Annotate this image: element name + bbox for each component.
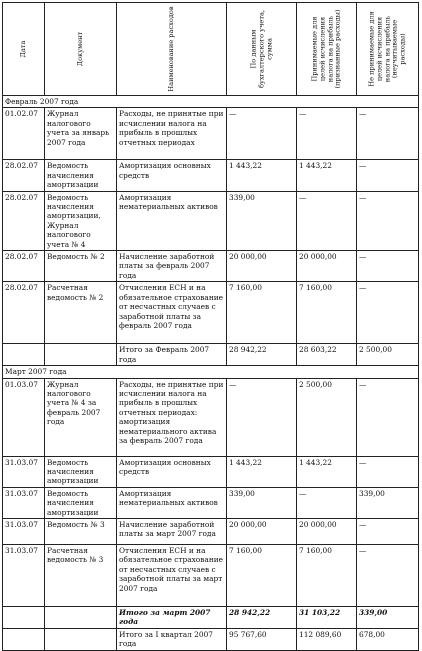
recognized-amount-cell: 2 500,00 bbox=[297, 378, 357, 456]
description-cell: Амортизация основных средств bbox=[117, 456, 227, 487]
document-cell: Журнал налогового учета за январь 2007 года bbox=[45, 108, 117, 160]
document-cell: Ведомость начисления амортизации bbox=[45, 160, 117, 191]
table-row bbox=[3, 456, 419, 487]
unrecognized-amount-cell: 339,00 bbox=[357, 606, 419, 628]
document-cell: Ведомость начисления амортизации bbox=[45, 487, 117, 518]
table-row bbox=[3, 251, 419, 282]
unrecognized-amount-cell: — bbox=[357, 251, 419, 282]
document-cell: Ведомость № 2 bbox=[45, 251, 117, 282]
recognized-amount-cell: 31 103,22 bbox=[297, 606, 357, 628]
document-cell: Ведомость начисления амортизации bbox=[45, 456, 117, 487]
date-cell bbox=[3, 606, 45, 628]
accounting-amount-cell: 7 160,00 bbox=[227, 282, 297, 344]
document-cell bbox=[45, 628, 117, 650]
column-header-document: Документ bbox=[45, 3, 117, 96]
accounting-amount-cell: 20 000,00 bbox=[227, 251, 297, 282]
accounting-amount-cell: 1 443,22 bbox=[227, 456, 297, 487]
description-cell: Амортизация основных средств bbox=[117, 160, 227, 191]
unrecognized-amount-cell: — bbox=[357, 378, 419, 456]
document-cell: Журнал налогового учета № 4 за февраль 2007 года bbox=[45, 378, 117, 456]
date-cell bbox=[3, 344, 45, 366]
section-title: Март 2007 года bbox=[3, 366, 419, 378]
accounting-amount-cell: — bbox=[227, 378, 297, 456]
recognized-amount-cell: — bbox=[297, 191, 357, 250]
table-row bbox=[3, 518, 419, 544]
accounting-amount-cell: 339,00 bbox=[227, 191, 297, 250]
recognized-amount-cell: — bbox=[297, 487, 357, 518]
table-row bbox=[3, 108, 419, 160]
section-header bbox=[3, 96, 419, 108]
table-row bbox=[3, 160, 419, 191]
document-cell: Ведомость № 3 bbox=[45, 518, 117, 544]
recognized-amount-cell: 20 000,00 bbox=[297, 518, 357, 544]
recognized-amount-cell: 1 443,22 bbox=[297, 160, 357, 191]
description-cell: Расходы, не принятые при исчислении налога на прибыль в прошлых отчетных периодах: амортизация нематериального актива за февраль 2007 года bbox=[117, 378, 227, 456]
accounting-amount-cell: 95 767,60 bbox=[227, 628, 297, 650]
description-cell: Начисление заработной платы за февраль 2007 года bbox=[117, 251, 227, 282]
date-cell: 28.02.07 bbox=[3, 251, 45, 282]
accounting-amount-cell: 28 942,22 bbox=[227, 344, 297, 366]
description-cell: Расходы, не принятые при исчислении налога на прибыль в прошлых отчетных периодах bbox=[117, 108, 227, 160]
date-cell: 28.02.07 bbox=[3, 160, 45, 191]
accounting-amount-cell: 1 443,22 bbox=[227, 160, 297, 191]
recognized-amount-cell: 7 160,00 bbox=[297, 544, 357, 606]
section-header bbox=[3, 366, 419, 378]
accounting-amount-cell: 20 000,00 bbox=[227, 518, 297, 544]
unrecognized-amount-cell: 2 500,00 bbox=[357, 344, 419, 366]
recognized-amount-cell: 1 443,22 bbox=[297, 456, 357, 487]
document-cell: Расчетная ведомость № 2 bbox=[45, 282, 117, 344]
column-header-date: Дата bbox=[3, 3, 45, 96]
recognized-amount-cell: 112 089,60 bbox=[297, 628, 357, 650]
table-row bbox=[3, 487, 419, 518]
date-cell: 28.02.07 bbox=[3, 191, 45, 250]
column-header-unrecognized-expenses: Не принимаемые для целей исчисления налога на прибыль (неучитываемые расходы) bbox=[357, 3, 419, 96]
unrecognized-amount-cell: — bbox=[357, 518, 419, 544]
description-cell: Итого за Февраль 2007 года bbox=[117, 344, 227, 366]
column-header-recognized-expenses: Принимаемые для целей исчисления налога на прибыль (признанные расходы) bbox=[297, 3, 357, 96]
total-row bbox=[3, 344, 419, 366]
table-row bbox=[3, 191, 419, 250]
date-cell: 28.02.07 bbox=[3, 282, 45, 344]
document-cell: Ведомость начисления амортизации, Журнал налогового учета № 4 bbox=[45, 191, 117, 250]
date-cell: 31.03.07 bbox=[3, 487, 45, 518]
unrecognized-amount-cell: 678,00 bbox=[357, 628, 419, 650]
section-title: Февраль 2007 года bbox=[3, 96, 419, 108]
table-row bbox=[3, 378, 419, 456]
date-cell bbox=[3, 628, 45, 650]
date-cell: 31.03.07 bbox=[3, 456, 45, 487]
description-cell: Итого за I квартал 2007 года bbox=[117, 628, 227, 650]
unrecognized-amount-cell: — bbox=[357, 282, 419, 344]
accounting-amount-cell: 7 160,00 bbox=[227, 544, 297, 606]
document-cell bbox=[45, 344, 117, 366]
unrecognized-amount-cell: — bbox=[357, 191, 419, 250]
date-cell: 31.03.07 bbox=[3, 518, 45, 544]
description-cell: Отчисления ЕСН и на обязательное страхование от несчастных случаев с заработной платы за февраль 2007 года bbox=[117, 282, 227, 344]
table-row bbox=[3, 282, 419, 344]
accounting-amount-cell: 28 942,22 bbox=[227, 606, 297, 628]
unrecognized-amount-cell: — bbox=[357, 160, 419, 191]
description-cell: Отчисления ЕСН и на обязательное страхование от несчастных случаев с заработной платы за март 2007 года bbox=[117, 544, 227, 606]
description-cell: Итого за март 2007 года bbox=[117, 606, 227, 628]
header-row bbox=[3, 3, 419, 96]
accounting-amount-cell: 339,00 bbox=[227, 487, 297, 518]
document-cell bbox=[45, 606, 117, 628]
ledger-body bbox=[3, 96, 419, 651]
expense-ledger-table bbox=[2, 2, 419, 651]
unrecognized-amount-cell: — bbox=[357, 544, 419, 606]
unrecognized-amount-cell: 339,00 bbox=[357, 487, 419, 518]
unrecognized-amount-cell: — bbox=[357, 456, 419, 487]
recognized-amount-cell: 28 603,22 bbox=[297, 344, 357, 366]
table-row bbox=[3, 544, 419, 606]
column-header-expense-name: Наименование расходов bbox=[117, 3, 227, 96]
date-cell: 31.03.07 bbox=[3, 544, 45, 606]
column-header-accounting-amount: По данным бухгалтерского учета, сумма bbox=[227, 3, 297, 96]
date-cell: 01.02.07 bbox=[3, 108, 45, 160]
unrecognized-amount-cell: — bbox=[357, 108, 419, 160]
total-row bbox=[3, 606, 419, 628]
description-cell: Начисление заработной платы за март 2007 года bbox=[117, 518, 227, 544]
description-cell: Амортизация нематериальных активов bbox=[117, 487, 227, 518]
total-row bbox=[3, 628, 419, 650]
recognized-amount-cell: — bbox=[297, 108, 357, 160]
recognized-amount-cell: 20 000,00 bbox=[297, 251, 357, 282]
description-cell: Амортизация нематериальных активов bbox=[117, 191, 227, 250]
accounting-amount-cell: — bbox=[227, 108, 297, 160]
document-cell: Расчетная ведомость № 3 bbox=[45, 544, 117, 606]
date-cell: 01.03.07 bbox=[3, 378, 45, 456]
recognized-amount-cell: 7 160,00 bbox=[297, 282, 357, 344]
